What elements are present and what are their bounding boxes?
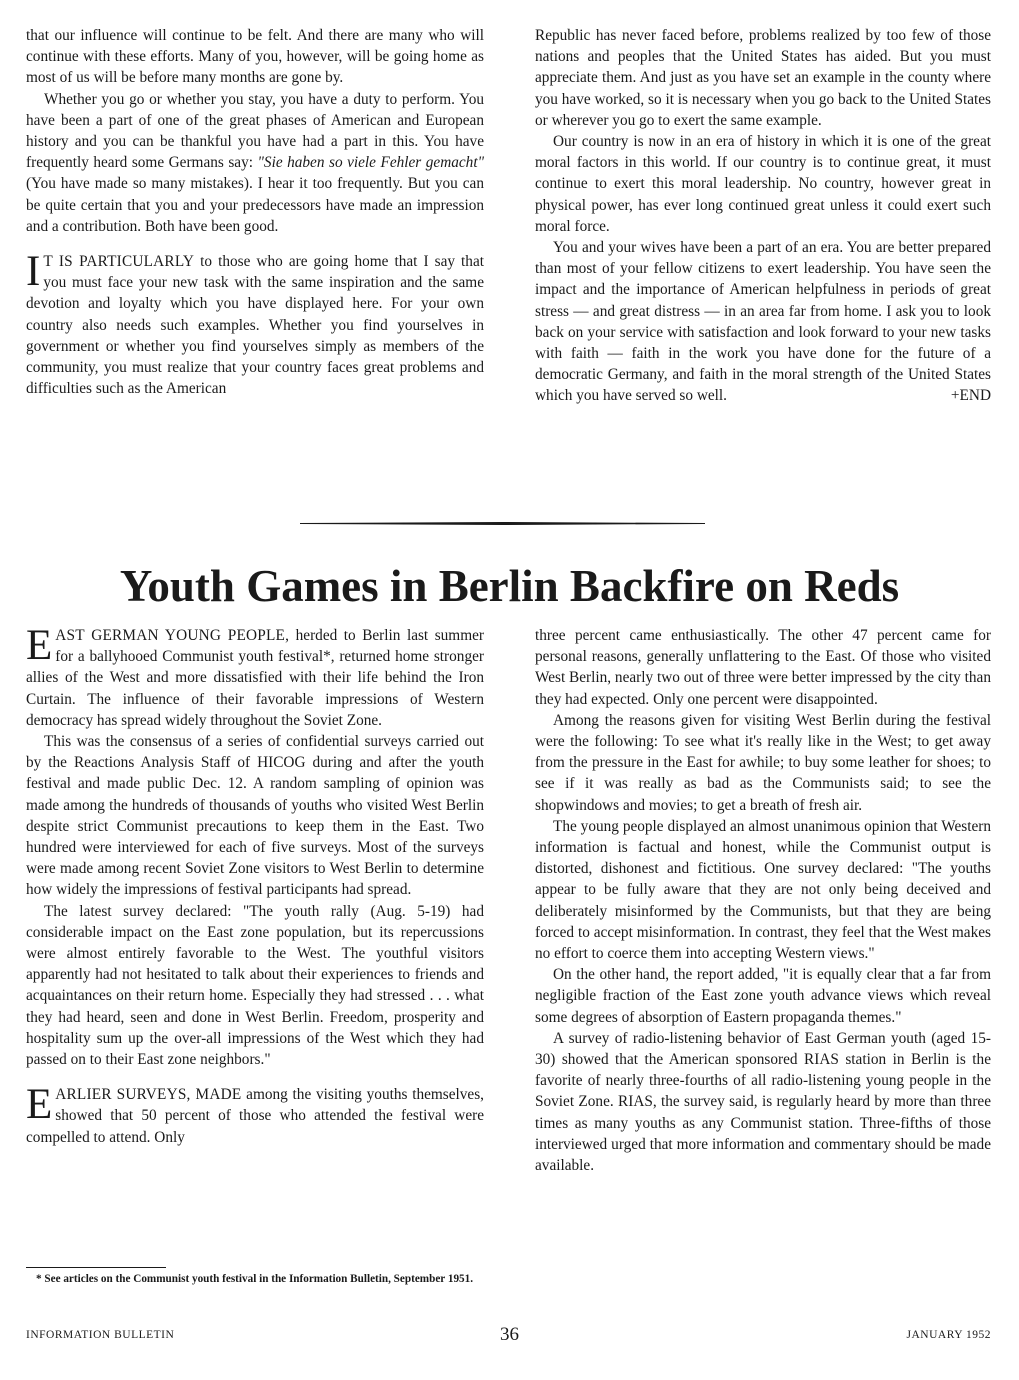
text-run: to those who are going home that I say that you must face your new task with the same inspiration and the same devotion and loyalty which you have displayed here. For your own country also needs such examples. Whether you find yourselves in government or whether you find yourselves simply as members of the community, you must realize that your country faces great problems and difficulties such as the American	[26, 253, 484, 398]
paragraph-dropcap	[26, 622, 484, 731]
footnote: * See articles on the Communist youth festival in the Information Bulletin, September 1951.	[36, 1273, 474, 1285]
drop-cap-letter: I	[26, 248, 41, 296]
footnote-divider	[26, 1267, 166, 1268]
text-run: You and your wives have been a part of an era. You are better prepared than most of your fellow citizens to exert leadership. You have seen the impact and the importance of American helpfulness in periods of great stress — and great distress — in an area far from home. I ask you to look back on your service with satisfaction and look forward to your new tasks with faith — faith in the work you have done for the future of a democratic Germany, and faith in the moral strength of the United States which you have served so well.	[535, 239, 991, 405]
text-run: (You have made so many mistakes). I hear it too frequently. But you can be quite certain that you and your predecessors have made an impression and a contribution. Both have been good.	[26, 175, 484, 235]
column-1-continued-text	[26, 25, 484, 399]
text-run: herded to Berlin last summer for a ballyhooed Communist youth festival*, returned home stronger allies of the West and more dissatisfied with their life behind the Iron Curtain. The influence of their favorable impressions of Western democracy has spread widely throughout the Soviet Zone.	[26, 627, 484, 729]
drop-cap-letter: E	[26, 1081, 53, 1129]
paragraph: three percent came enthusiastically. The other 47 percent came for personal reasons, generally unflattering to the East. Of those who visited West Berlin, nearly two out of three were better impressed by the city than they had expected. Only one percent were disappointed.	[535, 627, 991, 708]
section-divider-rule	[300, 522, 705, 525]
paragraph: that our influence will continue to be felt. And there are many who will continue with these efforts. Many of you, however, will be going home as most of us will be before many months are gone by.	[26, 27, 484, 87]
text-run: Whether you go or whether you stay, you have a duty to perform. You have been a part of one of the great phases of American and European history and you can be thankful you have had a part in this. You have frequently heard some Germans say:	[26, 90, 484, 172]
article-headline: Youth Games in Berlin Backfire on Reds	[119, 561, 900, 611]
text-run: among the visiting youths themselves, showed that 50 percent of those who attended the festival were compelled to attend. Only	[26, 1086, 484, 1146]
paragraph-dropcap	[26, 1081, 484, 1148]
page-number: 36	[500, 1324, 519, 1345]
paragraph: Our country is now in an era of history in which it is one of the great moral factors in this world. If our country is to continue great, it must continue to exert this moral leadership. No country, however great in physical power, has ever long continued great unless it could exert such moral force.	[535, 133, 991, 235]
paragraph: Among the reasons given for visiting West Berlin during the festival were the following: To see what it's really like in the West; to get away from the pressure in the East for awhile; to buy some leather for shoes; to see if it was really as bad as the Communists said; to see the shopwindows and movies; to get a breath of fresh air.	[535, 711, 991, 814]
paragraph	[535, 237, 991, 407]
footer-date: JANUARY 1952	[906, 1329, 991, 1341]
paragraph: This was the consensus of a series of confidential surveys carried out by the Reactions Analysis Staff of HICOG during and after the youth festival and made public Dec. 12. A random sampling of opinion was made among the hundreds of thousands of youths who visited West Berlin despite strict Communist precautions to keep them in the East. Two hundred were interviewed for each of five surveys. Most of the surveys were made among recent Soviet Zone visitors to West Berlin to determine how widely the impressions of festival participants had spread.	[26, 733, 484, 899]
paragraph: The latest survey declared: "The youth rally (Aug. 5-19) had considerable impact on the East zone population, but its repercussions were almost entirely favorable to the West. The youthful visitors apparently had not hesitated to talk about their experiences to friends and acquaintances on their return home. Especially they had stressed . . . what they had heard, seen and done in West Berlin. Freedom, prosperity and hospitality sum up the over-all impressions of the West which they had passed on to their East zone neighbors."	[26, 902, 484, 1069]
paragraph-dropcap	[26, 248, 484, 399]
column-3-article-text	[26, 622, 484, 1148]
paragraph	[26, 89, 484, 237]
lead-in-caps: T IS PARTICULARLY	[43, 253, 195, 271]
drop-cap-letter: E	[26, 622, 53, 669]
paragraph: On the other hand, the report added, "it is equally clear that a far from negligible fraction of the East zone youth advance views which reveal some degrees of absorption of Eastern propaganda themes."	[535, 966, 991, 1026]
footer-publication: INFORMATION BULLETIN	[26, 1329, 175, 1341]
lead-in-caps: ARLIER SURVEYS, MADE	[55, 1086, 242, 1104]
paragraph: A survey of radio-listening behavior of East German youth (aged 15-30) showed that the American sponsored RIAS station in Berlin is the favorite of nearly three-fourths of all radio-listening young people in the Soviet Zone. RIAS, the survey said, is regularly heard by more than three times as many youths as any Communist station. Three-fifths of those interviewed urged that more information and commentary should be made available.	[535, 1029, 991, 1175]
end-mark: +END	[950, 387, 991, 405]
column-4-article-text	[535, 625, 991, 1176]
paragraph: Republic has never faced before, problems realized by too few of those nations and peoples that the United States has aided. But you must appreciate them. And just as you have set an example in the county where you have worked, so it is necessary when you go back to the United States or wherever you go to exert the same example.	[535, 27, 991, 129]
paragraph: The young people displayed an almost unanimous opinion that Western information is factual and honest, while the Communist output is distorted, dishonest and fictitious. One survey declared: "The youths appear to be fully aware that they are not only being deceived and deliberately misinformed by the Communists, but that they are being forced to accept misinformation. In contrast, they feel that the West makes no effort to coerce them into accepting Western views."	[535, 817, 991, 963]
column-2-continued-text	[535, 25, 991, 407]
german-quote: "Sie haben so viele Fehler gemacht"	[257, 154, 484, 172]
lead-in-caps: AST GERMAN YOUNG PEOPLE,	[55, 627, 290, 644]
